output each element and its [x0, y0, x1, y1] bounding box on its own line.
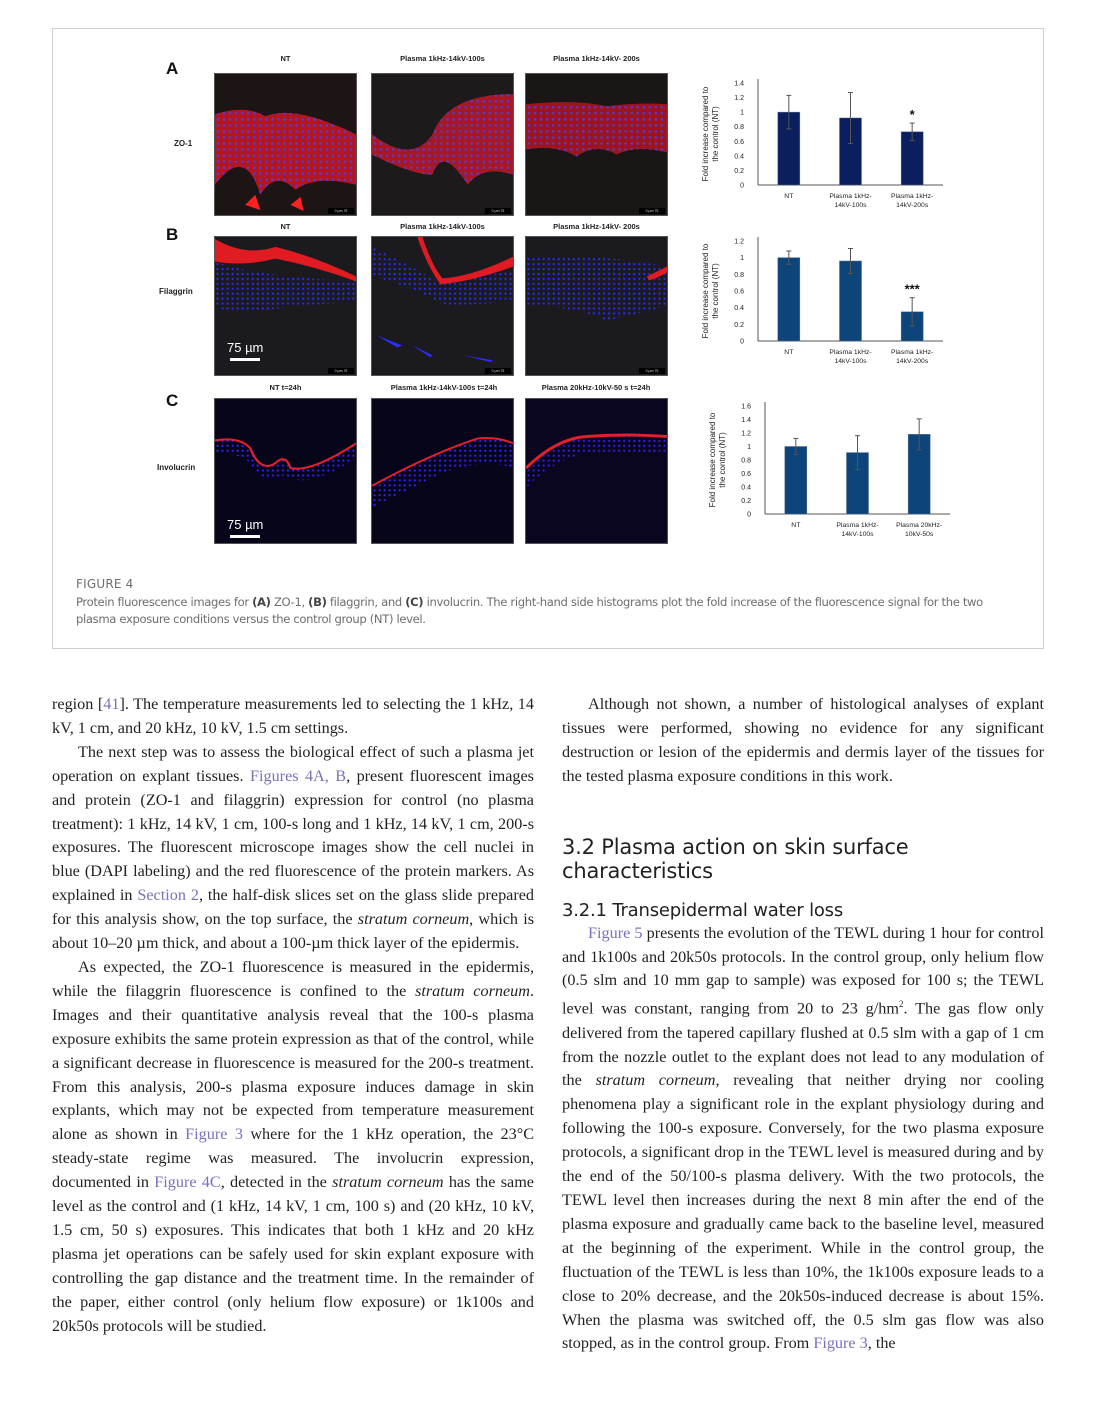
x-tick-label: 14kV-200s	[896, 358, 929, 365]
y-tick-label: 0.2	[734, 167, 744, 175]
bar-chart-zo1	[678, 71, 968, 226]
scale-tag: 0 µm 75	[328, 368, 354, 374]
subsection-heading: 3.2.1 Transepidermal water loss	[562, 899, 844, 921]
significance-marker: ***	[904, 281, 920, 297]
image-title: Plasma 1kHz-14kV- 200s	[553, 54, 640, 63]
micrograph-filaggrin-nt	[214, 236, 357, 376]
figure-caption	[76, 577, 1026, 627]
micrograph-involucrin-nt	[214, 398, 357, 544]
x-tick-label: 10kV-50s	[904, 531, 934, 538]
chart-svg	[678, 71, 968, 221]
chart-svg	[685, 394, 975, 544]
micrograph-filaggrin-100s	[371, 236, 514, 376]
micrograph-involucrin-50s	[525, 398, 668, 544]
bar-chart-involucrin	[685, 394, 975, 549]
y-tick-label: 0.6	[734, 288, 744, 296]
bar	[785, 447, 807, 515]
image-title: Plasma 1kHz-14kV- 200s	[553, 222, 640, 231]
image-title: NT	[280, 222, 291, 231]
y-tick-label: 0	[740, 338, 744, 346]
y-tick-label: 0.8	[734, 271, 744, 279]
caption-title: FIGURE 4	[76, 577, 134, 591]
image-title: Plasma 1kHz-14kV-100s t=24h	[390, 383, 498, 392]
x-tick-label: NT	[784, 349, 794, 356]
image-title: NT t=24h	[269, 383, 302, 392]
y-tick-label: 0.4	[734, 153, 744, 161]
x-tick-label: Plasma 20kHz-	[896, 522, 943, 529]
y-axis-label: Fold increase compared tothe control (NT)	[701, 243, 720, 339]
micrograph-zo1-nt	[214, 73, 357, 216]
micrograph-involucrin-100s	[371, 398, 514, 544]
x-tick-label: Plasma 1kHz-	[891, 193, 934, 200]
y-tick-label: 1.4	[734, 80, 744, 88]
image-title: Plasma 20kHz-10kV-50 s t=24h	[541, 383, 651, 392]
x-tick-label: Plasma 1kHz-	[829, 349, 872, 356]
scale-tag: 0 µm 75	[328, 208, 354, 214]
body-column-right	[562, 693, 1044, 1356]
figure-link[interactable]: Figures 4A, B	[249, 766, 347, 785]
paragraph: As expected, the ZO-1 fluorescence is measured in the epidermis, while the filaggrin fluorescence is confined to the stratum corneum. Images and their quantitative analysis reveal that the 100-s plasma exposure exhibits the same protein expression as that of the control, while a significant decrease in fluorescence is measured for the 200-s treatment. From this analysis, 200-s plasma exposure induces damage in skin explants, which may not be expected from temperature measurement alone as shown in Figure 3 where for the 1 kHz operation, the 23°C steady-state regime was measured. The involucrin expression, documented in Figure 4C, detected in the stratum corneum has the same level as the control and (1 kHz, 14 kV, 1 cm, 100 s) and (20 kHz, 10 kV, 1.5 cm, 50 s) exposures. This indicates that both 1 kHz and 20 kHz plasma jet operations can be safely used for skin explant exposure with controlling the gap distance and the treatment time. In the remainder of the paper, either control (only helium flow exposure) or 1k100s and 20k50s protocols will be studied.	[52, 957, 535, 1335]
scale-bar	[230, 358, 260, 361]
y-axis-label: Fold increase compared tothe control (NT)	[708, 412, 727, 508]
image-title: Plasma 1kHz-14kV-100s	[400, 54, 485, 63]
y-tick-label: 1.4	[741, 417, 751, 424]
micrograph-filaggrin-200s	[525, 236, 668, 376]
scale-bar	[230, 535, 260, 538]
x-tick-label: Plasma 1kHz-	[891, 349, 934, 356]
y-tick-label: 0	[747, 511, 751, 519]
paragraph: Figure 5 presents the evolution of the TEWL during 1 hour for control and 1k100s and 20k50s protocols. In the control group, only helium flow (0.5 slm and 10 mm gap to sample) was exposed for 100 s; the TEWL level was constant, ranging from 20 to 23 $g/hm^2$. The gas flow only delivered from the tapered capillary flushed at 0.5 slm with a gap of 1 cm from the nozzle outlet to the explant does not lead to any modulation of the stratum corneum, revealing that neither drying nor cooling phenomena play a significant role in the explant physiology during and following the 100-s exposure. Conversely, for the two plasma exposure protocols, a significant drop in the TEWL level is measured during and by the end of the 50/100-s plasma delivery. With the two protocols, the TEWL level then increases during the next 8 min after the end of the plasma exposure and gradually came back to the baseline level, measured at the beginning of the experiment. While in the control group, the fluctuation of the TEWL is less than 10%, the 1k100s exposure leads to a close to 20% decrease, and the 20k50s-induced decrease is about 15%. When the plasma was switched off, the 0.5 slm gas flow was also stopped, as in the control group. From Figure 3, the	[562, 923, 1045, 1353]
figure-4	[52, 28, 1044, 649]
y-tick-label: 1	[740, 255, 744, 263]
y-tick-label: 0	[740, 182, 744, 190]
x-tick-label: 14kV-100s	[834, 202, 867, 209]
x-tick-label: 14kV-200s	[896, 202, 929, 209]
micrograph-zo1-100s	[371, 73, 514, 216]
bar	[778, 258, 800, 341]
reference-link[interactable]: 41	[103, 695, 120, 713]
row-label-zo1: ZO-1	[174, 139, 193, 148]
x-tick-label: 14kV-100s	[841, 531, 874, 538]
y-tick-label: 1.2	[741, 430, 751, 438]
body-column-left	[52, 693, 534, 1338]
micrograph-zo1-200s	[525, 73, 668, 216]
scale-tag: 0 µm 75	[485, 368, 511, 374]
scale-tag: 0 µm 75	[639, 368, 665, 374]
scale-tag: 0 µm 75	[485, 208, 511, 214]
scale-bar-label: 75 µm	[227, 340, 264, 355]
y-tick-label: 1.2	[734, 95, 744, 103]
y-tick-label: 1.2	[734, 238, 744, 246]
y-tick-label: 1.6	[741, 403, 751, 411]
figure-link[interactable]: Figure 5	[588, 923, 643, 942]
panel-letter-c: C	[166, 391, 179, 410]
y-axis-label: Fold increase compared tothe control (NT)	[701, 86, 720, 182]
significance-marker: *	[909, 107, 915, 123]
scale-bar-label: 75 µm	[227, 517, 264, 532]
y-tick-label: 0.2	[741, 498, 751, 505]
row-label-involucrin: Involucrin	[157, 463, 196, 472]
caption-text: Protein fluorescence images for (A) ZO-1, (B) filaggrin, and (C) involucrin. The right-hand side histograms plot the fold increase of the fluorescence signal for the two plasma exposure conditions versus the control group (NT) level.	[76, 595, 983, 626]
image-title: Plasma 1kHz-14kV-100s	[400, 222, 485, 231]
y-tick-label: 0.6	[741, 471, 751, 478]
x-tick-label: Plasma 1kHz-	[836, 522, 879, 529]
paragraph: The next step was to assess the biological effect of such a plasma jet operation on explant tissues. Figures 4A, B, present fluorescent images and protein (ZO-1 and filaggrin) expression for control (no plasma treatment): 1 kHz, 14 kV, 1 cm, 100-s long and 1 kHz, 14 kV, 1 cm, 200-s exposures. The fluorescent microscope images show the cell nuclei in blue (DAPI labeling) and the red fluorescence of the protein markers. As explained in Section 2, the half-disk slices set on the glass slide prepared for this analysis show, on the top surface, the stratum corneum, which is about 10–20 µm thick, and about a 100-µm thick layer of the epidermis.	[52, 742, 535, 953]
x-tick-label: NT	[784, 193, 794, 200]
y-tick-label: 0.4	[741, 484, 751, 492]
bar-chart-filaggrin	[678, 229, 968, 384]
figure-link[interactable]: Figure 3	[185, 1125, 243, 1144]
y-tick-label: 0.8	[734, 124, 744, 132]
section-link[interactable]: Section 2	[137, 886, 199, 905]
y-tick-label: 0.8	[741, 457, 751, 465]
paragraph: Although not shown, a number of histological analyses of explant tissues were performed, showing no evidence for any significant destruction or lesion of the epidermis and dermis layer of the tissues for the tested plasma exposure conditions in this work.	[562, 695, 1044, 785]
y-tick-label: 1	[740, 109, 744, 117]
y-tick-label: 0.6	[734, 138, 744, 146]
y-tick-label: 0.2	[734, 321, 744, 329]
x-tick-label: 14kV-100s	[834, 358, 867, 365]
figure-link[interactable]: Figure 4C	[154, 1173, 221, 1192]
x-tick-label: NT	[791, 522, 801, 529]
scale-tag: 0 µm 75	[639, 208, 665, 214]
panel-letter-a: A	[166, 59, 179, 78]
x-tick-label: Plasma 1kHz-	[829, 193, 872, 200]
chart-svg	[678, 229, 968, 379]
y-tick-label: 1	[747, 444, 751, 451]
figure-link[interactable]: Figure 3	[813, 1334, 868, 1353]
image-title: NT	[280, 54, 291, 63]
row-label-filaggrin: Filaggrin	[159, 287, 193, 296]
paragraph: region [41]. The temperature measurements led to selecting the 1 kHz, 14 kV, 1 cm, and 20 kHz, 10 kV, 1.5 cm settings.	[52, 695, 534, 737]
y-tick-label: 0.4	[734, 305, 744, 313]
section-heading: 3.2 Plasma action on skin surface characteristics	[562, 834, 909, 883]
panel-letter-b: B	[166, 225, 179, 244]
